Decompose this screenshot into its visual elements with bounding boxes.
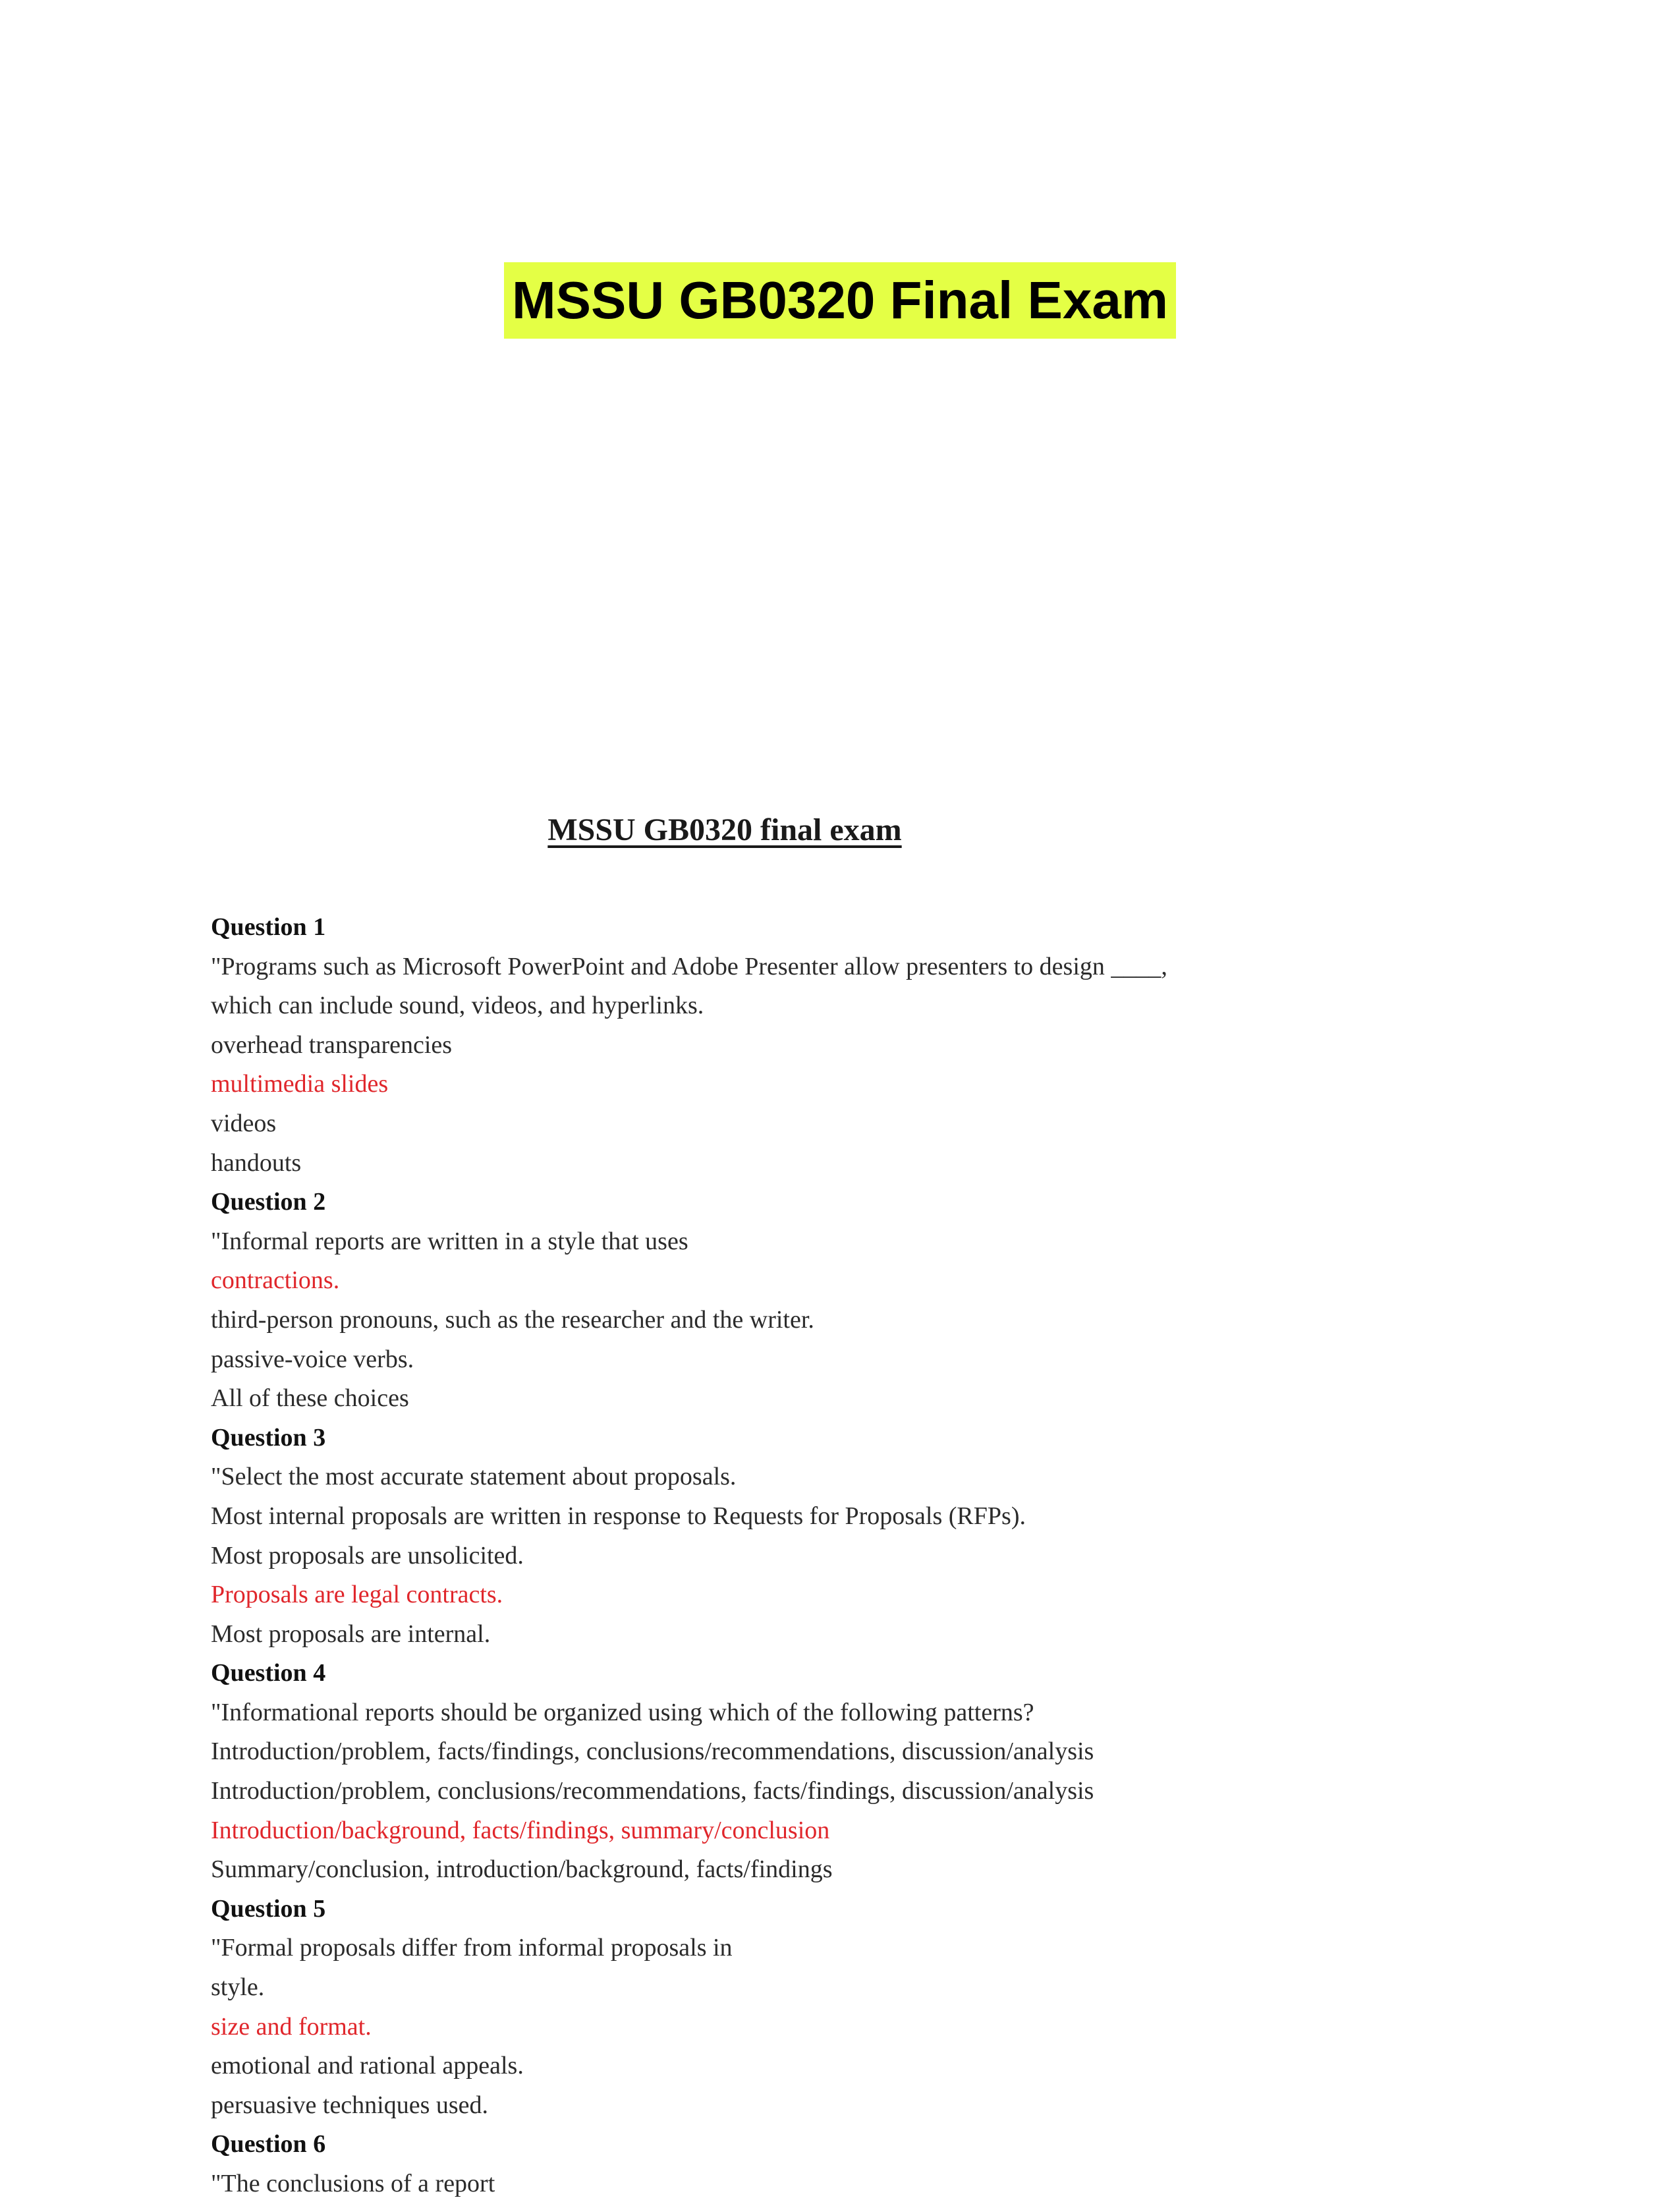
answer-option: videos [211, 1109, 277, 1137]
question-heading: Question 5 [211, 1894, 326, 1923]
question-prompt: "Select the most accurate statement about proposals. [211, 1463, 737, 1491]
answer-option: Most internal proposals are written in response to Requests for Proposals (RFPs). [211, 1502, 1026, 1530]
answer-option: passive-voice verbs. [211, 1345, 414, 1373]
answer-option: persuasive techniques used. [211, 2091, 489, 2119]
answer-option-correct: contractions. [211, 1266, 340, 1295]
answer-option: Introduction/problem, facts/findings, conclusions/recommendations, discussion/analysis [211, 1738, 1094, 1766]
question-heading: Question 3 [211, 1423, 326, 1452]
answer-option: third-person pronouns, such as the researcher and the writer. [211, 1305, 814, 1334]
answer-option: Most proposals are internal. [211, 1620, 491, 1648]
question-prompt: which can include sound, videos, and hyperlinks. [211, 992, 704, 1020]
question-prompt: "Informal reports are written in a style that uses [211, 1227, 688, 1255]
question-prompt: "Programs such as Microsoft PowerPoint and Adobe Presenter allow presenters to design ____, [211, 952, 1167, 980]
answer-option: Introduction/problem, conclusions/recommendations, facts/findings, discussion/analysis [211, 1777, 1094, 1805]
answer-option: Most proposals are unsolicited. [211, 1541, 524, 1569]
answer-option: Summary/conclusion, introduction/background, facts/findings [211, 1855, 833, 1884]
question-prompt: "The conclusions of a report [211, 2170, 495, 2197]
answer-option-correct: Proposals are legal contracts. [211, 1581, 503, 1609]
question-prompt: "Formal proposals differ from informal proposals in [211, 1934, 733, 1962]
answer-option-correct: Introduction/background, facts/findings, summary/conclusion [211, 1816, 830, 1844]
question-heading: Question 4 [211, 1659, 326, 1687]
document-title: MSSU GB0320 final exam [547, 812, 902, 847]
question-heading: Question 1 [211, 913, 326, 941]
answer-option: overhead transparencies [211, 1031, 453, 1059]
answer-option: handouts [211, 1148, 302, 1177]
question-list [211, 908, 1528, 2204]
answer-option-correct: multimedia slides [211, 1070, 389, 1098]
answer-option: All of these choices [211, 1384, 409, 1413]
question-heading: Question 2 [211, 1188, 326, 1216]
question-heading: Question 6 [211, 2130, 326, 2159]
answer-option-correct: size and format. [211, 2012, 372, 2041]
question-prompt: "Informational reports should be organized using which of the following patterns? [211, 1698, 1034, 1726]
answer-option: style. [211, 1973, 265, 2002]
cover-title: MSSU GB0320 Final Exam [504, 262, 1176, 339]
answer-option: emotional and rational appeals. [211, 2052, 524, 2080]
